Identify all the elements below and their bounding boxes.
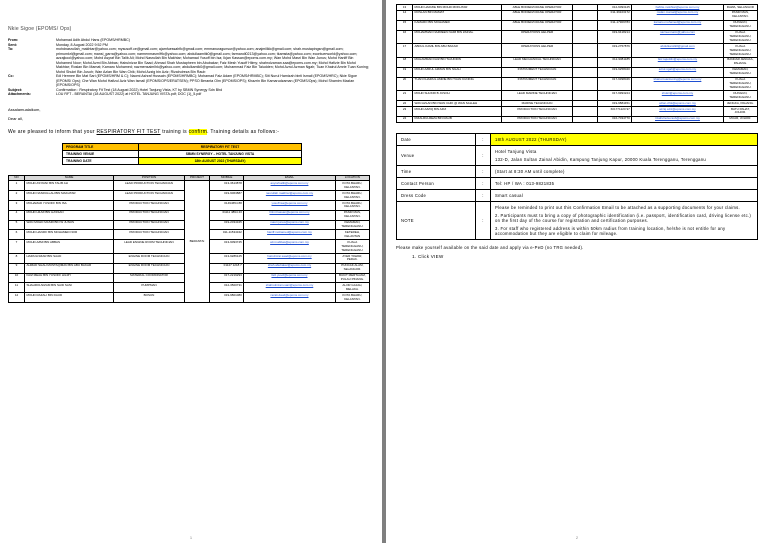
col-mobile: MOBILE <box>210 175 244 181</box>
participant-name: MOHD AZMI BIN ABBAS <box>24 240 113 254</box>
participant-table-1 <box>8 175 370 304</box>
participant-mobile: 013-3613878 <box>210 181 244 191</box>
header-row <box>8 92 370 97</box>
header-key: Attachments: <box>8 92 31 96</box>
row-number: 4 <box>9 210 25 220</box>
row-number: 5 <box>9 220 25 230</box>
participant-project <box>572 57 597 67</box>
row-number: 21 <box>397 91 413 101</box>
note-value: Please be reminded to print out this Confirmation Email to be attached as a supporting documents for your claims. 2. Participants must to bring a copy of photographic identification (i.e. passport, identification card, driving license etc.) on the first day of the course for registration and certification purposes. 3. For staff who registered address is within 50km radius from training location, he/she is not entitle for any accommodation but they are eligible to claim for mileage. <box>491 201 758 239</box>
table-row <box>397 67 758 77</box>
participant-project <box>572 67 597 77</box>
participant-name: MOHD HAFIZIE BIN MOHD MOKHTAR <box>412 5 501 11</box>
table-row <box>397 20 758 30</box>
participant-name: MUHAMMAD FAIZ BIN TAJUDDIN <box>412 57 501 67</box>
participant-position: PRODUCTION TECHNICIAN <box>502 116 573 122</box>
header-key: Subject: <box>8 87 23 92</box>
row-number: 13 <box>397 5 413 11</box>
col-position: POSITION <box>114 175 185 181</box>
date-label: Date <box>397 133 476 145</box>
participant-name: SHAHROLNIZAM BIN SAID SANI <box>24 283 113 293</box>
participant-location: KUALA TERENGGANU, TERENGGANU. <box>723 77 757 91</box>
step-item: 1. Click VIEW <box>418 254 758 259</box>
col-location: LOCATION <box>335 175 369 181</box>
contact-value: Tel: HP / WA : 013-9821835 <box>491 177 758 189</box>
row-number: 17 <box>397 44 413 58</box>
participant-project <box>572 30 597 44</box>
participant-email[interactable]: azmi.abbas@epoms.com.my <box>244 240 335 254</box>
email-header <box>8 38 370 97</box>
training-date-value: 18th AUGUST 2022 (THURSDAY) <box>139 157 302 164</box>
table-row <box>397 10 758 20</box>
participant-name: KAMARO BIN MOHAMED <box>412 20 501 30</box>
training-details-table: Date : 18th AUGUST 2022 (THURSDAY) Venue : Hotel Tanjung Vista 132-D, Jalan Sultan Zainal Abidin, Kampung Tanjung Kapur, 20000 Kuala Terengganu, Terengganu Time : (Start at 8:30 AM until complete) Contact Person : Tel: HP / WA : 013-9821835 Dress Code : Smart casual NOTE : Please be reminded to print out this Confirmation Email to be attached as a supporting documents for your claims. 2. Participants must to bring a copy of photographic identification (i.e. passport, identification card, driving license etc.) on the first day of the course for registration and certification purposes. 3. For staff who registered address is within 50km radius from training location, he/she is not entitle for any accommodation but they are eligible to claim for mileage. <box>396 133 758 240</box>
sender-name: Nkie Sigoe (EPOMS/ Ops) <box>8 26 72 32</box>
participant-location: AYER TAWAR, PERAK. <box>335 254 369 264</box>
table-row <box>397 57 758 67</box>
participant-name: MOHD SHUKRI B JUSOH <box>412 91 501 101</box>
row-number: 7 <box>9 240 25 254</box>
header-row <box>8 74 370 88</box>
participant-position: ABLE BODIED/CRANE OPERATOR <box>502 5 573 11</box>
participant-mobile: 012-6093125 <box>598 5 632 11</box>
row-number: 20 <box>397 77 413 91</box>
participant-name: WAN MOHD MASRI BIN W JUNUS <box>24 220 113 230</box>
participant-location: KUALA TERENGGANU, TERENGGANU. <box>723 44 757 58</box>
participant-position: ABLE BODIED/CRANE OPERATOR <box>502 20 573 30</box>
participant-position: MATERIAL COORDINATOR <box>114 273 185 283</box>
header-key: From: <box>8 38 19 42</box>
participant-email[interactable]: hilmi.hassan@epoms.com.my <box>244 210 335 220</box>
participant-mobile: 013-9286125 <box>210 254 244 264</box>
participant-email[interactable]: faiz.tajuddin@epoms.com.my <box>632 57 723 67</box>
participant-name: MOHD HANIFF BIN MOHAMED NOR <box>24 230 113 240</box>
dress-code-label: Dress Code <box>397 189 476 201</box>
participant-email[interactable]: nasrullah.makhtar@epoms.com.my <box>244 191 335 201</box>
participant-name: MOHD AZZIQ BIN AZIZ <box>412 107 501 117</box>
steps-list <box>396 254 758 259</box>
participant-name: FAIZ MEAH BIN YUSOFF HILMY <box>24 273 113 283</box>
venue-value: Hotel Tanjung Vista 132-D, Jalan Sultan Zainal Abidin, Kampung Tanjung Kapur, 20000 Kuala Terengganu, Terengganu <box>491 145 758 165</box>
participant-position: PUMPMAN <box>114 283 185 293</box>
table-row <box>397 116 758 122</box>
participant-position: ENGINE ROOM TECHNICIAN <box>114 254 185 264</box>
training-info-table <box>62 143 302 165</box>
header-value: Edi Hermee Bin Mat Sari (EPOMS/HRM & C); Naomi Ashraf Hussain (EPOMS/HRMBC); Mohamad Faiz Adam (EPOMS/HRMBC); Siti Nurul Hamizah binti Ismail (EPOMS/HRC); Nkie Sigoe (EPOMS/ Ops); Che Wan Mohd Hafizul Aziz Wan Ismail (EPOMS/OPS/ERATSEN); PPSO Beranta Olm (EPOMS/OPS); Khazrin Bin Kamarudzaman (EPOMS/Ops); Mohd Shamim Mazlan (EPOMS/OPS) <box>56 74 357 87</box>
participant-email[interactable]: yusoff.isa@epoms.com.my <box>244 201 335 211</box>
row-number: 6 <box>9 230 25 240</box>
program-title-value: RESPIRATORY FIT TEST <box>139 143 302 150</box>
participant-location: DUNGUN, TERENGGANU. <box>723 91 757 101</box>
col-no: NO <box>9 175 25 181</box>
participant-position: LEAD MECHANICAL TECHNICIAN <box>502 57 573 67</box>
participant-position: LEAD PRODUCTION TECHNICIAN <box>114 181 185 191</box>
participant-location: DUNGUN, TERENGGANU. <box>723 20 757 30</box>
participant-position: INSTRUMENT TECHNICIAN <box>502 67 573 77</box>
time-label: Time <box>397 165 476 177</box>
time-value: (Start at 8:30 AM until complete) <box>491 165 758 177</box>
header-key: To: <box>8 47 14 51</box>
participant-mobile: 016-7034770 <box>598 116 632 122</box>
page-number: 2 <box>575 535 579 540</box>
participant-name: TUAN KHAIRUL AMRIE BIN TUAN KUNING <box>412 77 501 91</box>
row-number: 12 <box>9 293 25 303</box>
participant-project <box>572 20 597 30</box>
participant-position: PRODUCTION TECHNICIAN <box>502 107 573 117</box>
participant-location: BANDAR JENGKA, PAHANG. <box>723 57 757 67</box>
participant-email[interactable]: azziq.aziz@epoms.com.my <box>632 107 723 117</box>
participant-position: OPERATIONS HELPER <box>502 44 573 58</box>
header-value: Mohamad Adib Abdul Hans (EPOMS/HRMBC) <box>56 38 130 42</box>
participant-name: RIZALRULREZA BIN RAUB <box>412 116 501 122</box>
participant-location: KEMAMAN, TERENGGANU. <box>723 67 757 77</box>
row-number: 16 <box>397 30 413 44</box>
col-email: EMAIL <box>244 175 335 181</box>
participant-position: PRODUCTION TECHNICIAN <box>114 230 185 240</box>
participant-mobile: 019-9884451 <box>598 101 632 107</box>
participant-position: PRODUCTION TECHNICIAN <box>114 210 185 220</box>
row-number: 3 <box>9 201 25 211</box>
row-number: 2 <box>9 191 25 201</box>
participant-table-2 <box>396 4 758 123</box>
participant-email[interactable]: rizalrulreza.raub@epoms.com.my <box>632 116 723 122</box>
participant-mobile: 012-3500731 <box>210 283 244 293</box>
participant-location: PASIR MAS, KELANTAN. <box>335 210 369 220</box>
table-row <box>397 30 758 44</box>
header-value: LOU RFT - BERANTAI (18 AUGUST 2022) at HOTEL TANJUNG VISTA.pdf; DOC (1)_5.pdf <box>56 92 202 96</box>
dress-code-value: Smart casual <box>491 189 758 201</box>
contact-label: Contact Person <box>397 177 476 189</box>
participant-position: BOSUN <box>114 293 185 303</box>
row-number: 14 <box>397 10 413 20</box>
participant-mobile: 017-9993224 <box>598 91 632 101</box>
participant-email[interactable]: azlan.chik@epoms.com.my <box>632 101 723 107</box>
row-number: 9 <box>9 263 25 273</box>
note-label: NOTE <box>397 201 476 239</box>
document-page-2 <box>386 0 768 543</box>
participant-email[interactable]: abdulkamilk0@gmail.com <box>632 44 723 58</box>
participant-position: PRODUCTION TECHNICIAN <box>114 220 185 230</box>
participant-name: WAN AZLAN BIN WAN CHIK @ WAN SALLEH <box>412 101 501 107</box>
participant-location: KETEREH, KELANTAN <box>335 230 369 240</box>
participant-email[interactable]: nazreennaim@yahoo.com <box>632 30 723 44</box>
participant-position: ENGINE ROOM TECHNICIAN <box>114 263 185 273</box>
participant-mobile: 019-9258040 <box>598 67 632 77</box>
participant-email[interactable]: hairulnizar.saad@epoms.com.my <box>244 254 335 264</box>
participant-email[interactable]: shah.abubakar@epoms.com.my <box>244 263 335 273</box>
row-number: 24 <box>397 116 413 122</box>
header-key: Sent: <box>8 42 17 47</box>
col-project: PROJECT <box>184 175 209 181</box>
participant-mobile: 019-9418214 <box>598 30 632 44</box>
participant-mobile: 01111 4894 43 <box>210 210 244 220</box>
participant-position: LEAD PRODUCTION TECHNICIAN <box>114 191 185 201</box>
participant-email[interactable]: kamaro.mohamed@epoms.com.my <box>632 20 723 30</box>
participant-project <box>572 44 597 58</box>
header-row <box>8 47 370 74</box>
col-name: NAME <box>24 175 113 181</box>
participant-location: MUAR, JOHOR. <box>723 116 757 122</box>
participant-name: MOHD RAZALI BIN DAUD <box>24 293 113 303</box>
participant-name: AHMAD SHAH MUSTAQIMAN BIN ABU BAKAR <box>24 263 113 273</box>
participant-email[interactable]: asyraf.talib@epoms.com.my <box>244 181 335 191</box>
participant-project <box>572 107 597 117</box>
participant-location: PUNCAK ALAM, SELANGOR. <box>335 263 369 273</box>
row-number: 11 <box>9 283 25 293</box>
participant-mobile: 011-39103172 <box>598 10 632 20</box>
participant-email[interactable]: masri.junus@epoms.com.my <box>244 220 335 230</box>
row-number: 1 <box>9 181 25 191</box>
participant-location: BATU PAHAT, JOHOR. <box>723 107 757 117</box>
participant-position: OPERATIONS HELPER <box>502 30 573 44</box>
participant-email[interactable]: razali.daud@epoms.com.my <box>244 293 335 303</box>
participant-email[interactable]: faiz.yusof@epoms.com.my <box>244 273 335 283</box>
participant-position: PRODUCTION TECHNICIAN <box>114 201 185 211</box>
header-value: mohdnasrullah_makhtar@yahoo.com; mysusoff.ce@gmail.com; ajamfuessahfk@gmail.com; emmanuragunsur@yahoo.com; anajmillkk@gmail.com; shah.mustapingsn@gmail.com; primumkrl@gmail.com; mansi_garra@yahoo.com; narmenmasmlHk@yahoo.com; abdullaamitk0@gmail.com; farmandi0213@yahoo.com; tkamsta@yahoo.com; econtuerworld@yahoo.com; azzajkool@yahoo.com; Mohd Asyraf Bin Talib Ali; Mohd Nasrullah Bin Makhtar; Mohamad Yusoff bin Isa; Ikjan Kassan@epoms.com.my; Wan Mohd Masri Bin Wan Junus; Mohd Hanlff Bin Mohamed Noor; Mohd Azmi Bin Abbas; Hairulnizar Bin Saad; Ahmad Shah Mustapheen bin Abubakar; Faiz Mesh Yusoff Hilmy; shahrolzaman.saa@epoms.com.my; Mohd Hafizie Bin Mohd Makhtar; Roslan Bin Mamat; Kamaro Mohamed; nazmensaimlhk@yahoo.com; abdulkamlk0@gmail.com; Muhammad Faiz Bin Taiudden; Mohd Azrul Azman Ngah; Tuan Khairul Amrie Tuan Kuning; Mohd Shukri Bin Jusoh; Wan Azlan Bin Wan Chik; Mohd Azzig bin Aziz; Rizalrulreza Bin Raub <box>56 47 369 74</box>
participant-project <box>572 91 597 101</box>
header-value: Confirmation : Respiratory Fit Test (18 August 2022) Hotel Tanjung Vista, KT by SBMN Synergy Sdn Bhd <box>56 87 223 92</box>
participant-project <box>572 77 597 91</box>
participant-mobile: 012-9081185 <box>598 57 632 67</box>
participant-email[interactable]: haniff.mohamed@epoms.com.my <box>244 230 335 240</box>
participant-mobile: 017-2219293 <box>210 273 244 283</box>
row-number: 22 <box>397 101 413 107</box>
date-value: 18th AUGUST 2022 (THURSDAY) <box>491 133 758 145</box>
training-venue-label: TRAINING VENUE <box>63 150 139 157</box>
row-number: 8 <box>9 254 25 264</box>
program-name: RESPIRATORY FIT TEST <box>96 128 161 135</box>
participant-location: KEMAMAN, TERENGGANU. <box>335 220 369 230</box>
participant-location: KUALA TERENGGANU, TERENGGANU. <box>723 30 757 44</box>
row-number: 18 <box>397 57 413 67</box>
program-title-label: PROGRAM TITLE <box>63 143 139 150</box>
participant-project <box>572 116 597 122</box>
participant-location: PASIR MAS, KELANTAN. <box>723 10 757 20</box>
header-value: Monday, 8 August 2022 9:52 PM <box>56 42 108 47</box>
participant-name: MOHD AZRUL AZMAN BIN NGAH <box>412 67 501 77</box>
venue-label: Venue <box>397 145 476 165</box>
confirm-highlight: confirm <box>188 128 208 135</box>
participant-email[interactable]: hafizie.mokhtar@epoms.com.my <box>632 5 723 11</box>
participant-location: KUALA TERENGGANU, TERENGGANU. <box>335 240 369 254</box>
participant-location: KOTA BHARU, KELANTAN. <box>335 181 369 191</box>
intro-paragraph: We are pleased to inform that your RESPIRATORY FIT TEST training is confirm. Training details as follows:- <box>8 128 280 135</box>
participant-location: JENGKA, PAHANG. <box>723 101 757 107</box>
participant-location: BUKIT MERTAJAM, PULAU PINANG. <box>335 273 369 283</box>
header-key: Cc: <box>8 74 14 78</box>
row-number: 23 <box>397 107 413 117</box>
table-row <box>397 107 758 117</box>
participant-location: ALOR GAJAH, MELAKA. <box>335 283 369 293</box>
participant-location: RAWA, SELANGOR <box>723 5 757 11</box>
row-number: 15 <box>397 20 413 30</box>
participant-position: ABLE BODIED/CRANE OPERATOR <box>502 10 573 20</box>
participant-mobile: 013-9093745 <box>210 240 244 254</box>
page-number: 1 <box>189 535 193 540</box>
participant-name: ABDUL KAMIL BIN ABU BAKAR <box>412 44 501 58</box>
participant-position: LEAD MARINE TECHNICIAN <box>502 91 573 101</box>
participant-email[interactable]: shukri@epoms.com.my <box>632 91 723 101</box>
participant-mobile: 01494654 88 <box>210 201 244 211</box>
training-venue-value: SBMN SYNERGY – HOTEL TANJUNG VISTA <box>139 150 302 157</box>
training-date-label: TRAINING DATE <box>63 157 139 164</box>
participant-name: MOHAMAD YUSOFF BIN ISA <box>24 201 113 211</box>
participant-name: MOHD NASRULLAH BIN MAKHTAR <box>24 191 113 201</box>
participant-name: MOHD ASYRAF BIN TALIB ALI <box>24 181 113 191</box>
participant-location: KOTA BHARU, KELANTAN. <box>335 201 369 211</box>
participant-email[interactable]: shahrolnizam.sani@epoms.com.my <box>244 283 335 293</box>
table-row <box>397 77 758 91</box>
participant-project <box>572 10 597 20</box>
table-row <box>9 181 370 191</box>
participant-mobile: 601771220 97 <box>598 107 632 117</box>
participant-project: BERANTAI <box>184 181 209 303</box>
participant-mobile: 017-9398046 <box>598 77 632 91</box>
table-row <box>397 91 758 101</box>
row-number: 19 <box>397 67 413 77</box>
participant-mobile: 011-11534342 <box>210 230 244 240</box>
participant-mobile: 019-9063887 <box>210 191 244 201</box>
row-number: 10 <box>9 273 25 283</box>
participant-name: ROSLAN BIN MAMAT <box>412 10 501 20</box>
participant-email[interactable]: khairul.tuankuning@epoms.com.my <box>632 77 723 91</box>
participant-mobile: 01127 1218 7 <box>210 263 244 273</box>
participant-position: LEAD ENGINE ROOM TECHNICIAN <box>114 240 185 254</box>
participant-location: KOTA BHARU, KELANTAN. <box>335 293 369 303</box>
participant-name: MOHAMMAD NAZREEN NAIM BIN ZAINAL <box>412 30 501 44</box>
participant-location: KOTA BHARU, KELANTAN. <box>335 191 369 201</box>
participant-name: MOHD HILMI BIN HASSAN <box>24 210 113 220</box>
participant-position: INSTRUMENT TECHNICIAN <box>502 77 573 91</box>
participant-position: MARINE TECHNICIAN <box>502 101 573 107</box>
participant-mobile: 019-2757876 <box>598 44 632 58</box>
greeting: Assalamualaikum, <box>8 106 41 112</box>
table-row <box>397 44 758 58</box>
document-page-1 <box>0 0 382 543</box>
participant-email[interactable]: roslan.mamat@epoms.com.my <box>632 10 723 20</box>
participant-mobile: 019-2034345 <box>210 220 244 230</box>
participant-email[interactable]: azrul.ngah@epoms.com.my <box>632 67 723 77</box>
participant-name: HAIRULNIZAR BIN SAAD <box>24 254 113 264</box>
dear-line: Dear all, <box>8 115 23 121</box>
participant-mobile: 019-9801080 <box>210 293 244 303</box>
closing-instruction: Please make yourself available on the said date and apply via e-PeD (no TRG needed). 1. Click VIEW <box>396 245 758 259</box>
participant-mobile: 011-17909783 <box>598 20 632 30</box>
